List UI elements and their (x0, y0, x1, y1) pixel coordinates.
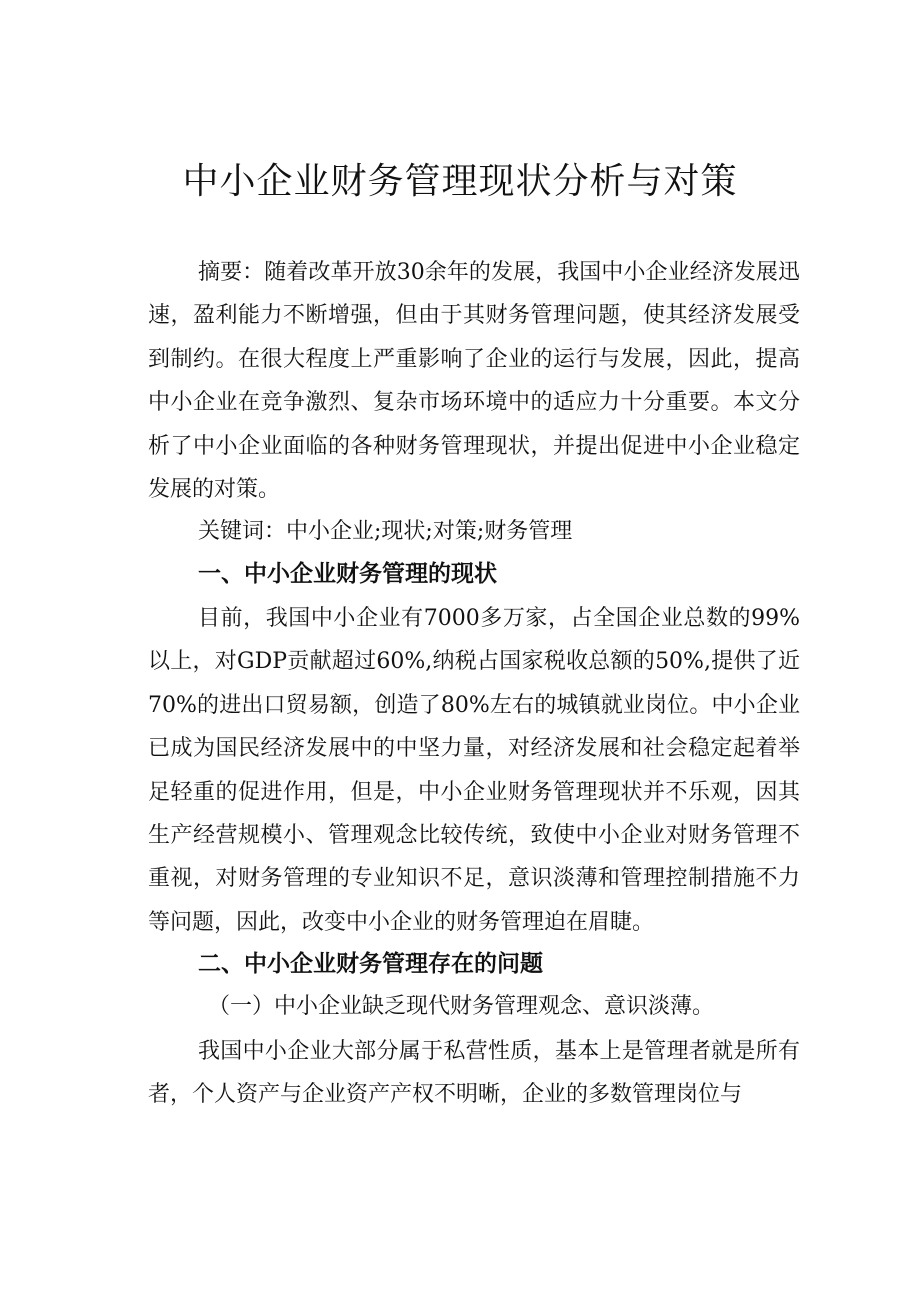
document-title: 中小企业财务管理现状分析与对策 (182, 161, 738, 202)
abstract-paragraph: 摘要：随着改革开放30余年的发展，我国中小企业经济发展迅速，盈利能力不断增强，但由于其财务管理问题，使其经济发展受到制约。在很大程度上严重影响了企业的运行与发展，因此，提高中小企业在竞争激烈、复杂市场环境中的适应力十分重要。本文分析了中小企业面临的各种财务管理现状，并提出促进中小企业稳定发展的对策。 (148, 260, 800, 503)
section-heading-problems: 二、中小企业财务管理存在的问题 (198, 951, 543, 977)
status-paragraph: 目前，我国中小企业有7000多万家，占全国企业总数的99%以上，对GDP贡献超过60%,纳税占国家税收总额的50%,提供了近70%的进出口贸易额，创造了80%左右的城镇就业岗位。中小企业已成为国民经济发展中的中坚力量，对经济发展和社会稳定起着举足轻重的促进作用，但是，中小企业财务管理现状并不乐观，因其生产经营规模小、管理观念比较传统，致使中小企业对财务管理不重视，对财务管理的专业知识不足，意识淡薄和管理控制措施不力等问题，因此，改变中小企业的财务管理迫在眉睫。 (148, 606, 800, 935)
section-heading-status: 一、中小企业财务管理的现状 (198, 561, 497, 587)
keywords-line: 关键词：中小企业;现状;对策;财务管理 (198, 519, 573, 544)
problem-paragraph: 我国中小企业大部分属于私营性质，基本上是管理者就是所有者，个人资产与企业资产产权不明晰，企业的多数管理岗位与 (148, 1039, 800, 1108)
subsection-heading: （一）中小企业缺乏现代财务管理观念、意识淡薄。 (208, 994, 715, 1019)
